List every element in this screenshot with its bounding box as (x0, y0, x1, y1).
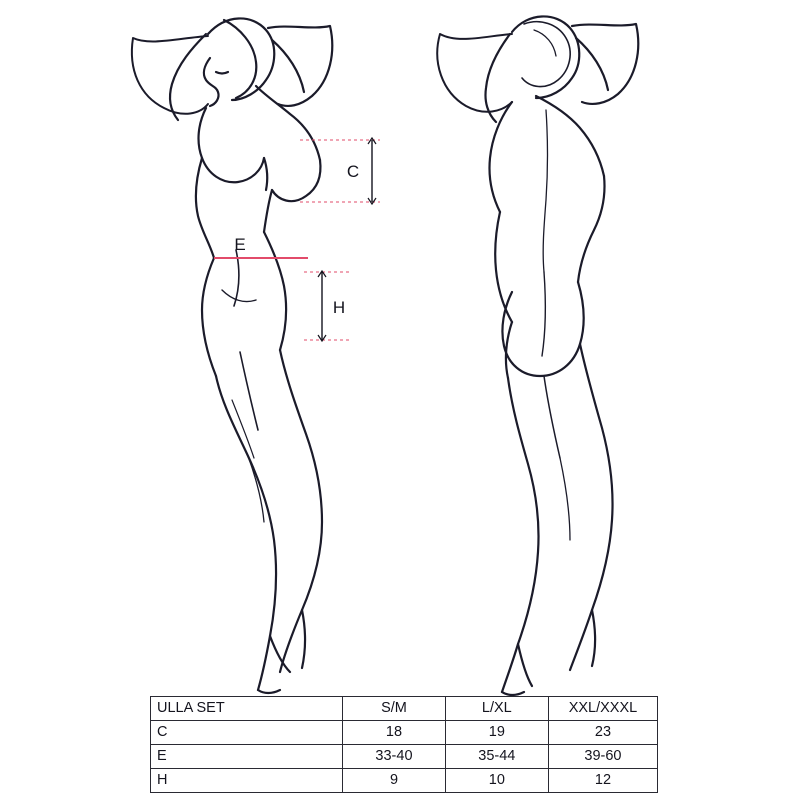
cell-h-xxl: 12 (548, 769, 657, 793)
back-view-female-silhouette (437, 16, 638, 695)
cell-h-sm: 9 (343, 769, 446, 793)
measure-e (214, 235, 308, 258)
row-label-c: C (151, 721, 343, 745)
cell-e-lxl: 35-44 (445, 745, 548, 769)
measure-c (300, 138, 380, 204)
cell-h-lxl: 10 (445, 769, 548, 793)
measure-label-e: E (234, 235, 246, 254)
measure-label-c: C (346, 162, 360, 181)
measurement-annotations (214, 138, 380, 341)
table-header-lxl: L/XL (445, 697, 548, 721)
measure-label-h: H (332, 298, 346, 317)
row-label-h: H (151, 769, 343, 793)
table-header-row (151, 697, 658, 721)
table-row (151, 721, 658, 745)
size-table (150, 696, 658, 793)
measure-h (304, 271, 352, 341)
table-header-xxl: XXL/XXXL (548, 697, 657, 721)
table-header-sm: S/M (343, 697, 446, 721)
table-row (151, 745, 658, 769)
cell-e-sm: 33-40 (343, 745, 446, 769)
row-label-e: E (151, 745, 343, 769)
cell-c-sm: 18 (343, 721, 446, 745)
cell-e-xxl: 39-60 (548, 745, 657, 769)
front-view-female-silhouette (132, 18, 332, 693)
cell-c-xxl: 23 (548, 721, 657, 745)
table-header-name: ULLA SET (151, 697, 343, 721)
table-row (151, 769, 658, 793)
cell-c-lxl: 19 (445, 721, 548, 745)
